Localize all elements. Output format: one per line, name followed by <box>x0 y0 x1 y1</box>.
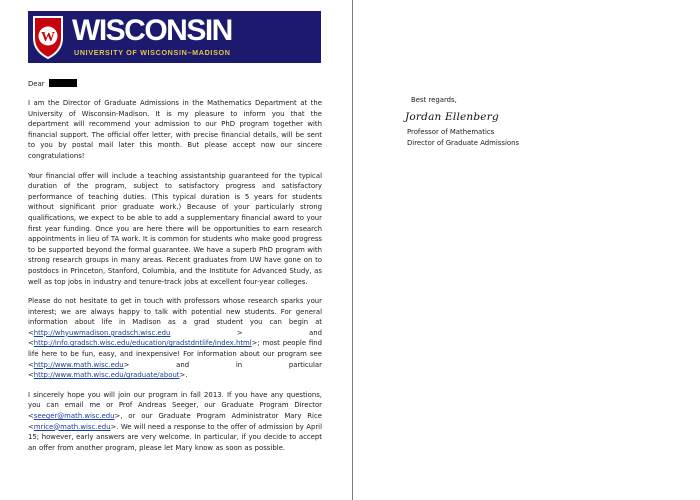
letterhead-subtitle: UNIVERSITY OF WISCONSIN–MADISON <box>74 48 231 57</box>
link-math-dept[interactable]: http://www.math.wisc.edu <box>33 360 124 369</box>
letter-page-2 <box>353 0 700 500</box>
text-segment: > and in particular < <box>28 360 322 380</box>
closing-regards: Best regards, <box>411 96 457 104</box>
email-mrice-link[interactable]: mrice@math.wisc.edu <box>33 422 111 431</box>
salutation: Dear <box>28 80 45 88</box>
signer-title-professor: Professor of Mathematics <box>407 128 495 136</box>
signature: Jordan Ellenberg <box>405 111 499 123</box>
paragraph-contact-info <box>28 296 322 381</box>
salutation-line <box>28 79 322 89</box>
paragraph-response <box>28 390 322 454</box>
text-segment: >. We will need a response to the offer of admission by April 15; however, early answers are very welcome. In particular, if you decide to accept an offer from another program, please let Mary know as soon as possible. <box>28 422 322 452</box>
link-gradstdntlife[interactable]: http://info.gradsch.wisc.edu/education/gradstdntlife/index.html <box>33 339 252 348</box>
text-segment: > and < <box>28 328 322 348</box>
signer-title-director: Director of Graduate Admissions <box>407 139 520 147</box>
university-crest-icon <box>32 14 64 60</box>
link-whyuwmadison[interactable]: http://whyuwmadison.gradsch.wisc.edu <box>33 328 171 337</box>
redacted-name <box>49 79 77 87</box>
text-segment: >. <box>179 371 188 380</box>
paragraph-admission: I am the Director of Graduate Admissions in the Mathematics Department at the University of Wisconsin-Madison. It is my pleasure to inform you that the department will recommend your admission to our PhD program together with financial support. The official offer letter, with precise financial details, will be sent to you by postal mail later this month. But please accept now our sincere congratulations! <box>28 99 322 160</box>
letterhead-banner <box>28 11 321 63</box>
letterhead-name: WISCONSIN <box>72 14 232 47</box>
crest-letter: W <box>41 30 55 45</box>
text-segment: >; most people find life here to be fun, easy, and inexpensive! For information about our program see < <box>28 339 322 369</box>
paragraph-financial-offer: Your financial offer will include a teaching assistantship guaranteed for the typical duration of the program, subject to satisfactory progress and satisfactory performance of teaching duties. (This typical duration is 5 years for students without significant prior graduate work.) Because of your particularly strong qualifications, we expect to be able to add a supplementary financial award to your first year funding. Once you are here there will be opportunities to earn research appointments in lieu of TA work. It is common for students who make good progress to be supported beyond the formal guarantee. We have a superb PhD program with strong research groups in many areas. Recent graduates from UW have gone on to postdocs in Princeton, Stanford, Columbia, and the Institute for Advanced Study, as well as top jobs in industry and tenure-track jobs at excellent four-year colleges. <box>28 171 322 286</box>
letter-body <box>28 79 322 462</box>
link-graduate-about[interactable]: http://www.math.wisc.edu/graduate/about <box>33 371 180 380</box>
text-segment: Please do not hesitate to get in touch with professors whose research sparks your interest; we are always happy to talk with potential new students. For general information about life in Madison as a grad student you can begin at < <box>28 297 322 337</box>
text-segment: >, or our Graduate Program Administrator Mary Rice < <box>28 412 322 431</box>
email-seeger-link[interactable]: seeger@math.wisc.edu <box>33 412 115 421</box>
text-segment: I sincerely hope you will join our program in fall 2013. If you have any questions, you can email me or Prof Andreas Seeger, our Graduate Program Director < <box>28 390 322 421</box>
